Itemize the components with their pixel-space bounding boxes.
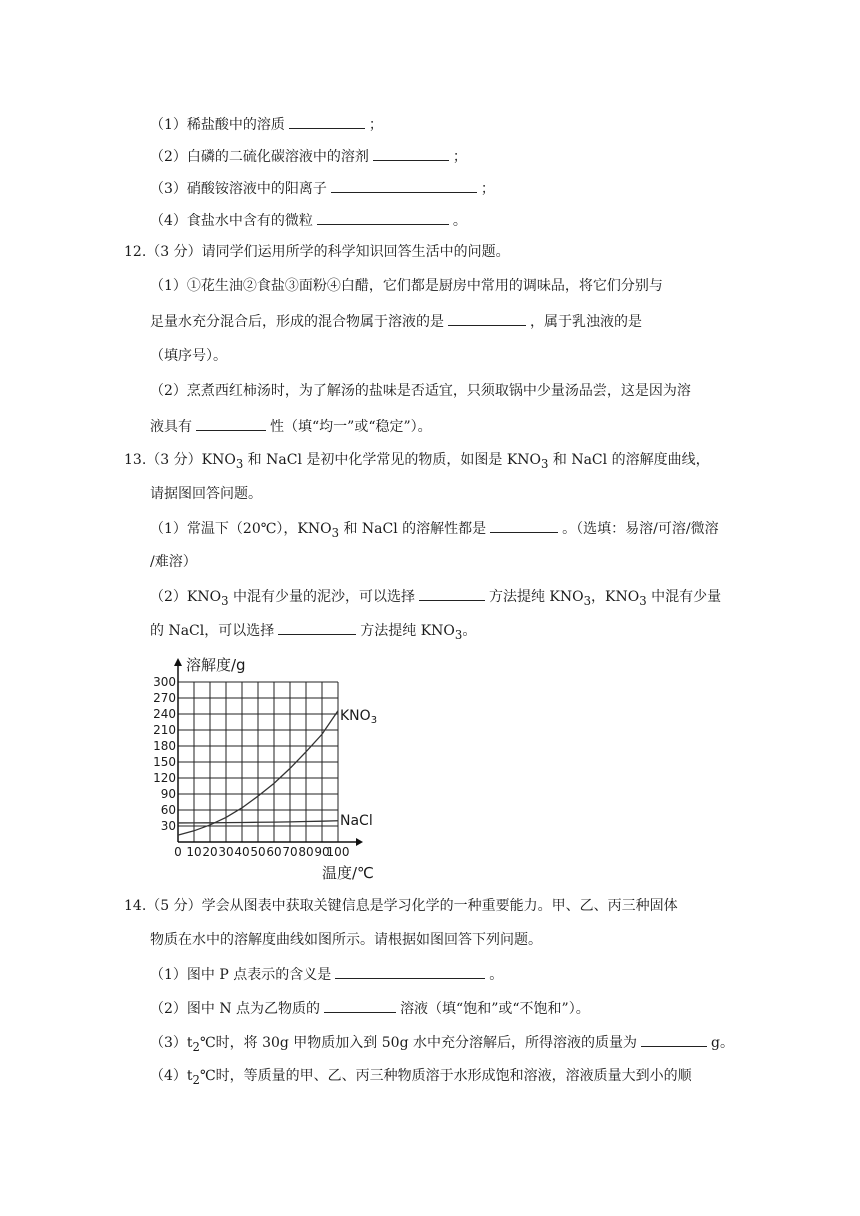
question-13-title: [124, 450, 710, 474]
question-text: 。: [452, 213, 467, 229]
question-text: （4）t: [150, 1068, 193, 1084]
question-12-part2-line1: （2）烹煮西红柿汤时，为了解汤的盐味是否适宜，只须取锅中少量汤品尝，这是因为溶: [150, 383, 691, 399]
x-tick-labels: [174, 845, 349, 859]
series-label-kno3: [340, 708, 377, 726]
x-axis-arrow: [356, 838, 363, 846]
question-text: （2）图中 N 点为乙物质的: [150, 1001, 321, 1017]
subscript: 3: [331, 525, 339, 540]
question-14-part2: [150, 998, 590, 1019]
answer-blank: [324, 998, 396, 1013]
subscript: 2: [192, 1072, 200, 1087]
answer-blank: [278, 620, 356, 635]
question-12-title: 12.（3 分）请同学们运用所学的科学知识回答生活中的问题。: [124, 244, 510, 260]
sub-question-4: [150, 210, 467, 231]
question-13-part1-line2: /难溶）: [150, 554, 197, 570]
question-12-part1-line3: （填序号）。: [150, 348, 227, 364]
subscript: 2: [192, 1039, 200, 1054]
answer-blank: [373, 146, 449, 161]
subscript: 3: [221, 593, 229, 608]
x-tick-label: 30: [218, 845, 234, 859]
chart-grid: [178, 682, 338, 842]
question-text: （1）稀盐酸中的溶质: [150, 117, 285, 133]
x-tick-label: 40: [234, 845, 250, 859]
x-tick-label: 80: [298, 845, 314, 859]
x-tick-label: 90: [314, 845, 330, 859]
question-text: 性（填“均一”或“稳定”）。: [270, 419, 432, 435]
sub-question-1: [150, 114, 383, 135]
question-text: g。: [710, 1035, 734, 1051]
y-axis-arrow: [174, 658, 182, 666]
question-text: ℃时，将 30g 甲物质加入到 50g 水中充分溶解后，所得溶液的质量为: [199, 1035, 637, 1051]
solubility-chart: [153, 650, 400, 885]
answer-blank: [448, 311, 526, 326]
y-tick-label: 300: [153, 675, 176, 689]
subscript: 3: [541, 456, 549, 471]
x-tick-label: 100: [326, 845, 350, 859]
answer-blank: [289, 114, 365, 129]
subscript: 3: [639, 593, 647, 608]
question-text: 中混有少量的泥沙，可以选择: [228, 589, 415, 605]
subscript: 3: [583, 593, 592, 608]
question-text: 中混有少量: [646, 589, 722, 605]
question-13-part2-line1: [150, 586, 721, 611]
question-text: 。: [489, 967, 504, 983]
question-14-part4: [150, 1066, 692, 1090]
question-text: 和 NaCl 的溶解性都是: [339, 521, 487, 537]
question-text: 溶液（填“饱和”或“不饱和”）。: [400, 1001, 590, 1017]
y-tick-label: 120: [153, 771, 176, 785]
question-14-title-line2: 物质在水中的溶解度曲线如图所示。请根据如图回答下列问题。: [150, 932, 542, 948]
question-text: 。: [462, 623, 477, 639]
question-text: （4）食盐水中含有的微粒: [150, 213, 313, 229]
question-text: （2）KNO: [150, 589, 222, 605]
subscript: 3: [454, 627, 463, 642]
question-text: （1）常温下（20℃），KNO: [150, 521, 332, 537]
y-axis-label: 溶解度/g: [186, 656, 246, 674]
sub-question-2: [150, 146, 467, 167]
series-label-nacl: NaCl: [340, 813, 373, 829]
subscript: 3: [235, 456, 244, 471]
question-text: 方法提纯 KNO: [488, 589, 584, 605]
x-tick-label: 60: [266, 845, 282, 859]
answer-blank: [196, 416, 266, 431]
x-tick-label: 10: [186, 845, 202, 859]
question-12-part2-line2: [150, 416, 432, 437]
answer-blank: [641, 1032, 707, 1047]
question-text: ；: [480, 181, 495, 197]
x-tick-label: 20: [202, 845, 218, 859]
question-text: 。（选填：易溶/可溶/微溶: [562, 521, 719, 537]
question-text: ，KNO: [591, 589, 640, 605]
y-tick-label: 30: [160, 819, 176, 833]
answer-blank: [335, 964, 485, 979]
question-13-part1-line1: [150, 518, 719, 543]
question-text: 13.（3 分）KNO: [124, 452, 236, 468]
question-13-title-line2: 请据图回答问题。: [150, 486, 262, 502]
x-tick-label: 50: [250, 845, 266, 859]
answer-blank: [331, 178, 477, 193]
series-label-subscript: 3: [370, 715, 378, 726]
question-text: （3）t: [150, 1035, 193, 1051]
question-text: （1）图中 P 点表示的含义是: [150, 967, 332, 983]
y-tick-label: 90: [160, 787, 176, 801]
question-text: （3）硝酸铵溶液中的阳离子: [150, 181, 327, 197]
y-tick-label: 180: [153, 739, 176, 753]
sub-question-3: [150, 178, 495, 199]
question-text: ，属于乳浊液的是: [530, 314, 642, 330]
answer-blank: [317, 210, 449, 225]
x-tick-label: 70: [282, 845, 298, 859]
question-14-title: 14.（5 分）学会从图表中获取关键信息是学习化学的一种重要能力。甲、乙、丙三种固体: [124, 898, 678, 914]
question-text: 和 NaCl 是初中化学常见的物质，如图是 KNO: [243, 452, 542, 468]
y-tick-label: 270: [153, 691, 176, 705]
y-tick-label: 60: [160, 803, 176, 817]
y-tick-labels: [153, 675, 176, 833]
question-12-part1-line2: [150, 311, 642, 332]
chart-axes: [174, 658, 363, 846]
question-12-part1-line1: （1）①花生油②食盐③面粉④白醋，它们都是厨房中常用的调味品，将它们分别与: [150, 278, 663, 294]
y-tick-label: 150: [153, 755, 176, 769]
question-14-part3: [150, 1032, 734, 1057]
x-axis-label: 温度/℃: [322, 864, 374, 882]
answer-blank: [490, 518, 558, 533]
question-text: （2）白磷的二硫化碳溶液中的溶剂: [150, 149, 369, 165]
question-text: ；: [452, 149, 467, 165]
question-text: ；: [368, 117, 383, 133]
question-text: ℃时，等质量的甲、乙、丙三种物质溶于水形成饱和溶液，溶液质量大到小的顺: [199, 1068, 692, 1084]
question-14-part1: [150, 964, 503, 985]
question-13-part2-line2: [150, 620, 476, 645]
question-text: 足量水充分混合后，形成的混合物属于溶液的是: [150, 314, 444, 330]
question-text: 和 NaCl 的溶解度曲线，: [548, 452, 710, 468]
answer-blank: [419, 586, 485, 601]
x-tick-label: 0: [174, 845, 182, 859]
y-tick-label: 210: [153, 723, 176, 737]
series-label-main: KNO: [340, 708, 371, 724]
question-text: 的 NaCl，可以选择: [150, 623, 275, 639]
question-text: 液具有: [150, 419, 192, 435]
y-tick-label: 240: [153, 707, 176, 721]
question-text: 方法提纯 KNO: [360, 623, 455, 639]
